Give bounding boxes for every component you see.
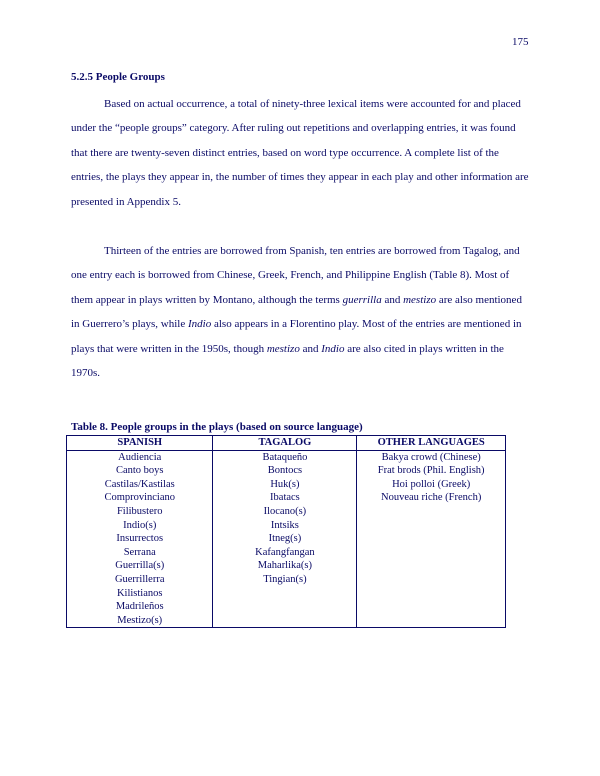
header-spanish: SPANISH bbox=[67, 436, 213, 451]
table-cell: Indio(s) bbox=[123, 519, 157, 531]
paragraph-2-text-4: also appears in a Florentino play. Most of the entries are mentioned in plays that were written in the 1950s, though bbox=[71, 318, 522, 355]
table-cell: Filibustero bbox=[116, 505, 163, 517]
table-cell: Comprovinciano bbox=[104, 492, 176, 504]
term-mestizo-2: mestizo bbox=[266, 342, 300, 355]
term-guerrilla: guerrilla bbox=[342, 293, 382, 306]
table-cell: Tingian(s) bbox=[263, 573, 307, 585]
table-cell: Guerrilla(s) bbox=[115, 560, 165, 572]
table-cell: Maharlika(s) bbox=[257, 560, 313, 572]
term-indio-2: Indio bbox=[321, 342, 345, 355]
paragraph-2-text-1: Thirteen of the entries are borrowed from Spanish, ten entries are borrowed from Tagalog, and one entry each is borrowed from Chinese, Greek, French, and Philippine English (Table 8). Most of them appear in plays written by Montano, although the terms bbox=[71, 245, 520, 306]
spanish-column bbox=[67, 450, 213, 628]
table-cell: Kilistianos bbox=[116, 587, 163, 599]
table-cell: Bontocs bbox=[267, 465, 303, 477]
header-tagalog: TAGALOG bbox=[213, 436, 357, 451]
table-cell: Intsiks bbox=[270, 519, 299, 531]
table-body-row bbox=[67, 450, 506, 628]
table-cell: Bakya crowd (Chinese) bbox=[381, 451, 481, 463]
paragraph-1 bbox=[71, 92, 531, 214]
paragraph-2-text-2: and bbox=[381, 293, 404, 306]
tagalog-column bbox=[213, 450, 357, 628]
paragraph-2 bbox=[71, 239, 531, 385]
table-cell: Frat brods (Phil. English) bbox=[377, 465, 485, 477]
page-number: 175 bbox=[512, 36, 529, 48]
table-cell: Serrana bbox=[123, 546, 156, 558]
paragraph-1-text: Based on actual occurrence, a total of ninety-three lexical items were accounted for and placed under the “people groups” category. After ruling out repetitions and overlapping entries, it was found that there are twenty-seven distinct entries, based on word type occurrence. A complete list of the entries, the plays they appear in, the number of times they appear in each play and other information are presented in Appendix 5. bbox=[71, 98, 529, 208]
table-cell: Bataqueño bbox=[262, 451, 308, 463]
table-cell: Castilas/Kastilas bbox=[104, 478, 175, 490]
table-cell: Madrileños bbox=[115, 601, 164, 613]
table-cell: Kafangfangan bbox=[255, 546, 315, 558]
header-other-languages: OTHER LANGUAGES bbox=[357, 436, 506, 451]
table-cell: Ilocano(s) bbox=[263, 505, 307, 517]
table-header-row bbox=[67, 436, 506, 451]
term-mestizo: mestizo bbox=[403, 293, 437, 306]
table-cell: Ibatacs bbox=[270, 492, 300, 504]
table-caption: Table 8. People groups in the plays (based on source language) bbox=[71, 421, 363, 433]
term-indio: Indio bbox=[188, 318, 212, 331]
table-cell: Hoi polloi (Greek) bbox=[392, 478, 471, 490]
other-languages-column bbox=[357, 450, 506, 628]
table-cell: Nouveau riche (French) bbox=[381, 492, 482, 504]
paragraph-2-text-6: are also cited in plays written in the 1970s. bbox=[71, 342, 504, 380]
paragraph-2-text-5: and bbox=[299, 342, 322, 355]
table-cell: Insurrectos bbox=[116, 533, 164, 545]
section-heading: 5.2.5 People Groups bbox=[71, 71, 165, 83]
table-cell: Huk(s) bbox=[270, 478, 300, 490]
table-cell: Itneg(s) bbox=[268, 533, 302, 545]
table-cell: Audiencia bbox=[118, 451, 162, 463]
table-cell: Mestizo(s) bbox=[117, 614, 163, 626]
table-cell: Guerrillerra bbox=[114, 573, 165, 585]
table-cell: Canto boys bbox=[115, 465, 164, 477]
paragraph-2-text-3: are also mentioned in Guerrero’s plays, while bbox=[71, 293, 522, 331]
people-groups-table bbox=[66, 435, 506, 628]
